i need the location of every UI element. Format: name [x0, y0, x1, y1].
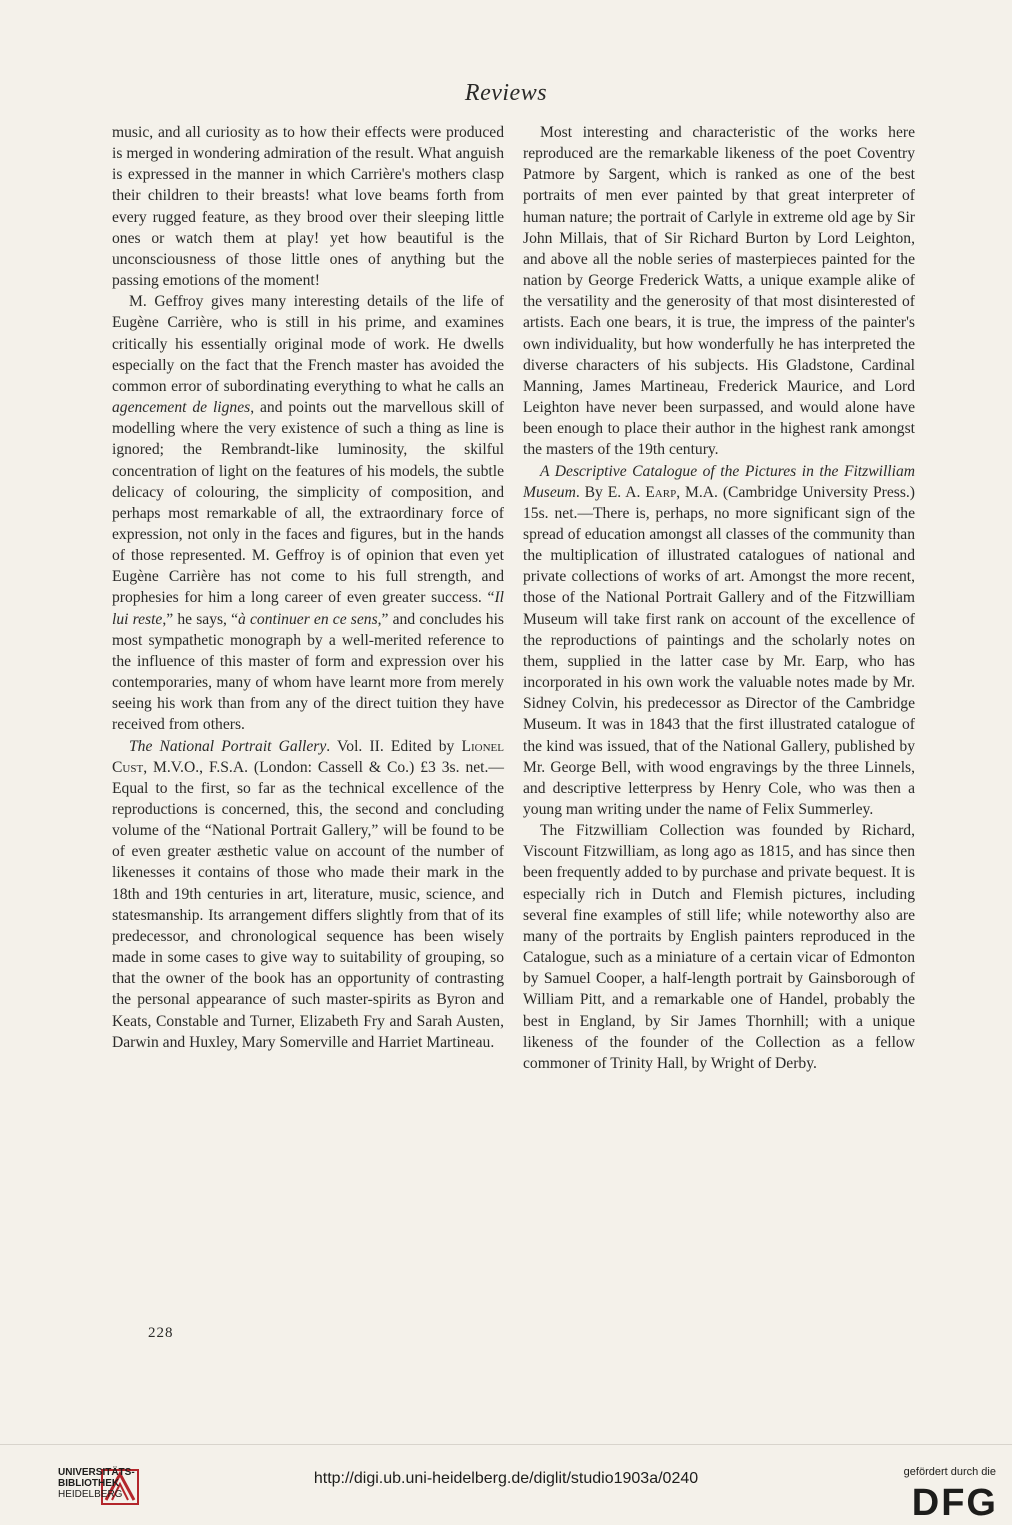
text-run: M. Geffroy gives many interesting details of the life of Eugène Carrière, who is still in his prime, and examines critically his essentially original mode of work. He dwells especially on the fact that the French master has avoided the common error of subordinating everything to what he calls an: [112, 293, 504, 395]
text-run: The National Portrait Gallery: [129, 737, 327, 755]
library-line-1: UNIVERSITÄTS-: [58, 1467, 135, 1478]
text-run: A Descriptive Catalogue of the Pictures in the Fitzwilliam Museum: [523, 462, 915, 501]
footer-divider: [0, 1444, 1012, 1445]
right-paragraph-1: [523, 122, 915, 461]
text-run: music, and all curiosity as to how their effects were produced is merged in wondering admiration of the result. What anguish is expressed in the manner in which Carrière's mothers clasp their children to their breasts! what love beams forth from every rugged feature, as they brood over their sleeping little ones or watch them at play! yet how beautiful is the unconsciousness of those little ones of anything but the passing emotions of the moment!: [112, 124, 504, 290]
text-run: ,” and concludes his most sympathetic monograph by a well-merited reference to the influence of this master of form and expression over his contemporaries, many of whom have learnt more from merely seeing his work than from any of the direct tuition they have received from others.: [112, 610, 504, 734]
text-run: Il lui reste: [112, 589, 504, 628]
text-run: . Vol. II. Edited by: [326, 737, 462, 755]
text-run: à continuer en ce sens: [238, 610, 378, 628]
page-number: 228: [148, 1325, 174, 1341]
library-line-3: HEIDELBERG: [58, 1489, 123, 1500]
library-line-2: BIBLIOTHEK: [58, 1478, 120, 1489]
right-column: [523, 122, 915, 1074]
running-header: Reviews: [464, 80, 548, 106]
left-paragraph-1: [112, 122, 504, 291]
text-run: , and points out the marvellous skill of modelling where the very existence of such a thing as line is ignored; the Rembrandt-like luminosity, the skilful concentration of light on the features of his models, the subtle delicacy of colouring, the simplicity of composition, and perhaps most remarkable of all, the extraordinary force of expression, not only in the faces and figures, but in the hands of those represented. M. Geffroy is of opinion that even yet Eugène Carrière has not come to his full strength, and prophesies for him a long career of even greater success. “: [112, 399, 505, 607]
funded-by-label: gefördert durch die: [903, 1466, 996, 1478]
right-paragraph-3: [523, 820, 915, 1074]
text-run: Most interesting and characteristic of the works here reproduced are the remarkable likeness of the poet Coventry Patmore by Sargent, which is ranked as one of the best portraits of men ever painted by that great interpreter of human nature; the portrait of Carlyle in extreme old age by Sir John Millais, that of Sir Richard Burton by Lord Leighton, and above all the noble series of masterpieces painted for the nation by George Frederick Watts, a unique example alike of the versatility and the generosity of that most disinterested of artists. Each one bears, it is true, the impress of the painter's own individuality, but how wonderfully he has interpreted the diverse characters of his subjects. His Gladstone, Cardinal Manning, James Martineau, Frederick Maurice, and Lord Leighton have never been surpassed, and would alone have been enough to place their author in the highest rank amongst the masters of the 19th century.: [523, 124, 915, 459]
left-paragraph-3: [112, 736, 504, 1053]
text-run: , M.V.O., F.S.A. (London: Cassell & Co.) £3 3s. net.—Equal to the first, so far as the technical excellence of the reproductions is concerned, this, the second and concluding volume of the “National Portrait Gallery,” will be found to be of even greater æsthetic value on account of the number of likenesses it contains of those who made their mark in the 18th and 19th centuries in art, literature, music, science, and statesmanship. Its arrangement differs slightly from that of its predecessor, and chronological sequence has been wisely made in some cases to give way to suitability of grouping, so that the owner of the book has an opportunity of contrasting the personal appearance of such master-spirits as Byron and Keats, Constable and Turner, Elizabeth Fry and Sarah Austen, Darwin and Huxley, Mary Somerville and Harriet Martineau.: [112, 758, 504, 1051]
text-run: . By: [575, 483, 608, 501]
left-paragraph-2: [112, 291, 504, 735]
right-paragraph-2: [523, 461, 915, 821]
text-run: agencement de lignes: [112, 399, 251, 417]
text-run: ,” he says, “: [162, 610, 239, 628]
dfg-logo: DFG: [911, 1482, 998, 1524]
text-run: Lionel Cust: [112, 737, 504, 776]
left-column: [112, 122, 504, 1053]
text-run: , M.A. (Cambridge University Press.) 15s. net.—There is, perhaps, no more significant sign of the spread of education amongst all classes of the community than the multiplication of illustrated catalogues of national and private collections of works of art. Amongst the more recent, those of the National Portrait Gallery and of the Fitzwilliam Museum will take first rank on account of the excellence of the reproductions of paintings and the scholarly notes on them, supplied in the latter case by Mr. Earp, who has incorporated in his own work the valuable notes made by Mr. Sidney Colvin, his predecessor as Director of the Cambridge Museum. It was in 1843 that the first illustrated catalogue of the kind was issued, that of the National Gallery, published by Mr. George Bell, with wood engravings by the three Linnels, and descriptive letterpress by Henry Cole, who was then a young man writing under the name of Felix Summerley.: [523, 483, 915, 818]
text-run: E. A. Earp: [607, 483, 677, 501]
source-url-link[interactable]: http://digi.ub.uni-heidelberg.de/diglit/studio1903a/0240: [313, 1470, 699, 1487]
text-run: The Fitzwilliam Collection was founded by Richard, Viscount Fitzwilliam, as long ago as 1815, and has since then been frequently added to by purchase and private bequest. It is especially rich in Dutch and Flemish pictures, including several fine examples of still life; while noteworthy also are many of the portraits by English painters reproduced in the Catalogue, such as a miniature of a certain vicar of Edmonton by Samuel Cooper, a half-length portrait by Gainsborough of William Pitt, and a remarkable one of Handel, probably the best in England, by Sir James Thornhill; with a unique likeness of the founder of the Collection as a fellow commoner of Trinity Hall, by Wright of Derby.: [523, 822, 915, 1072]
